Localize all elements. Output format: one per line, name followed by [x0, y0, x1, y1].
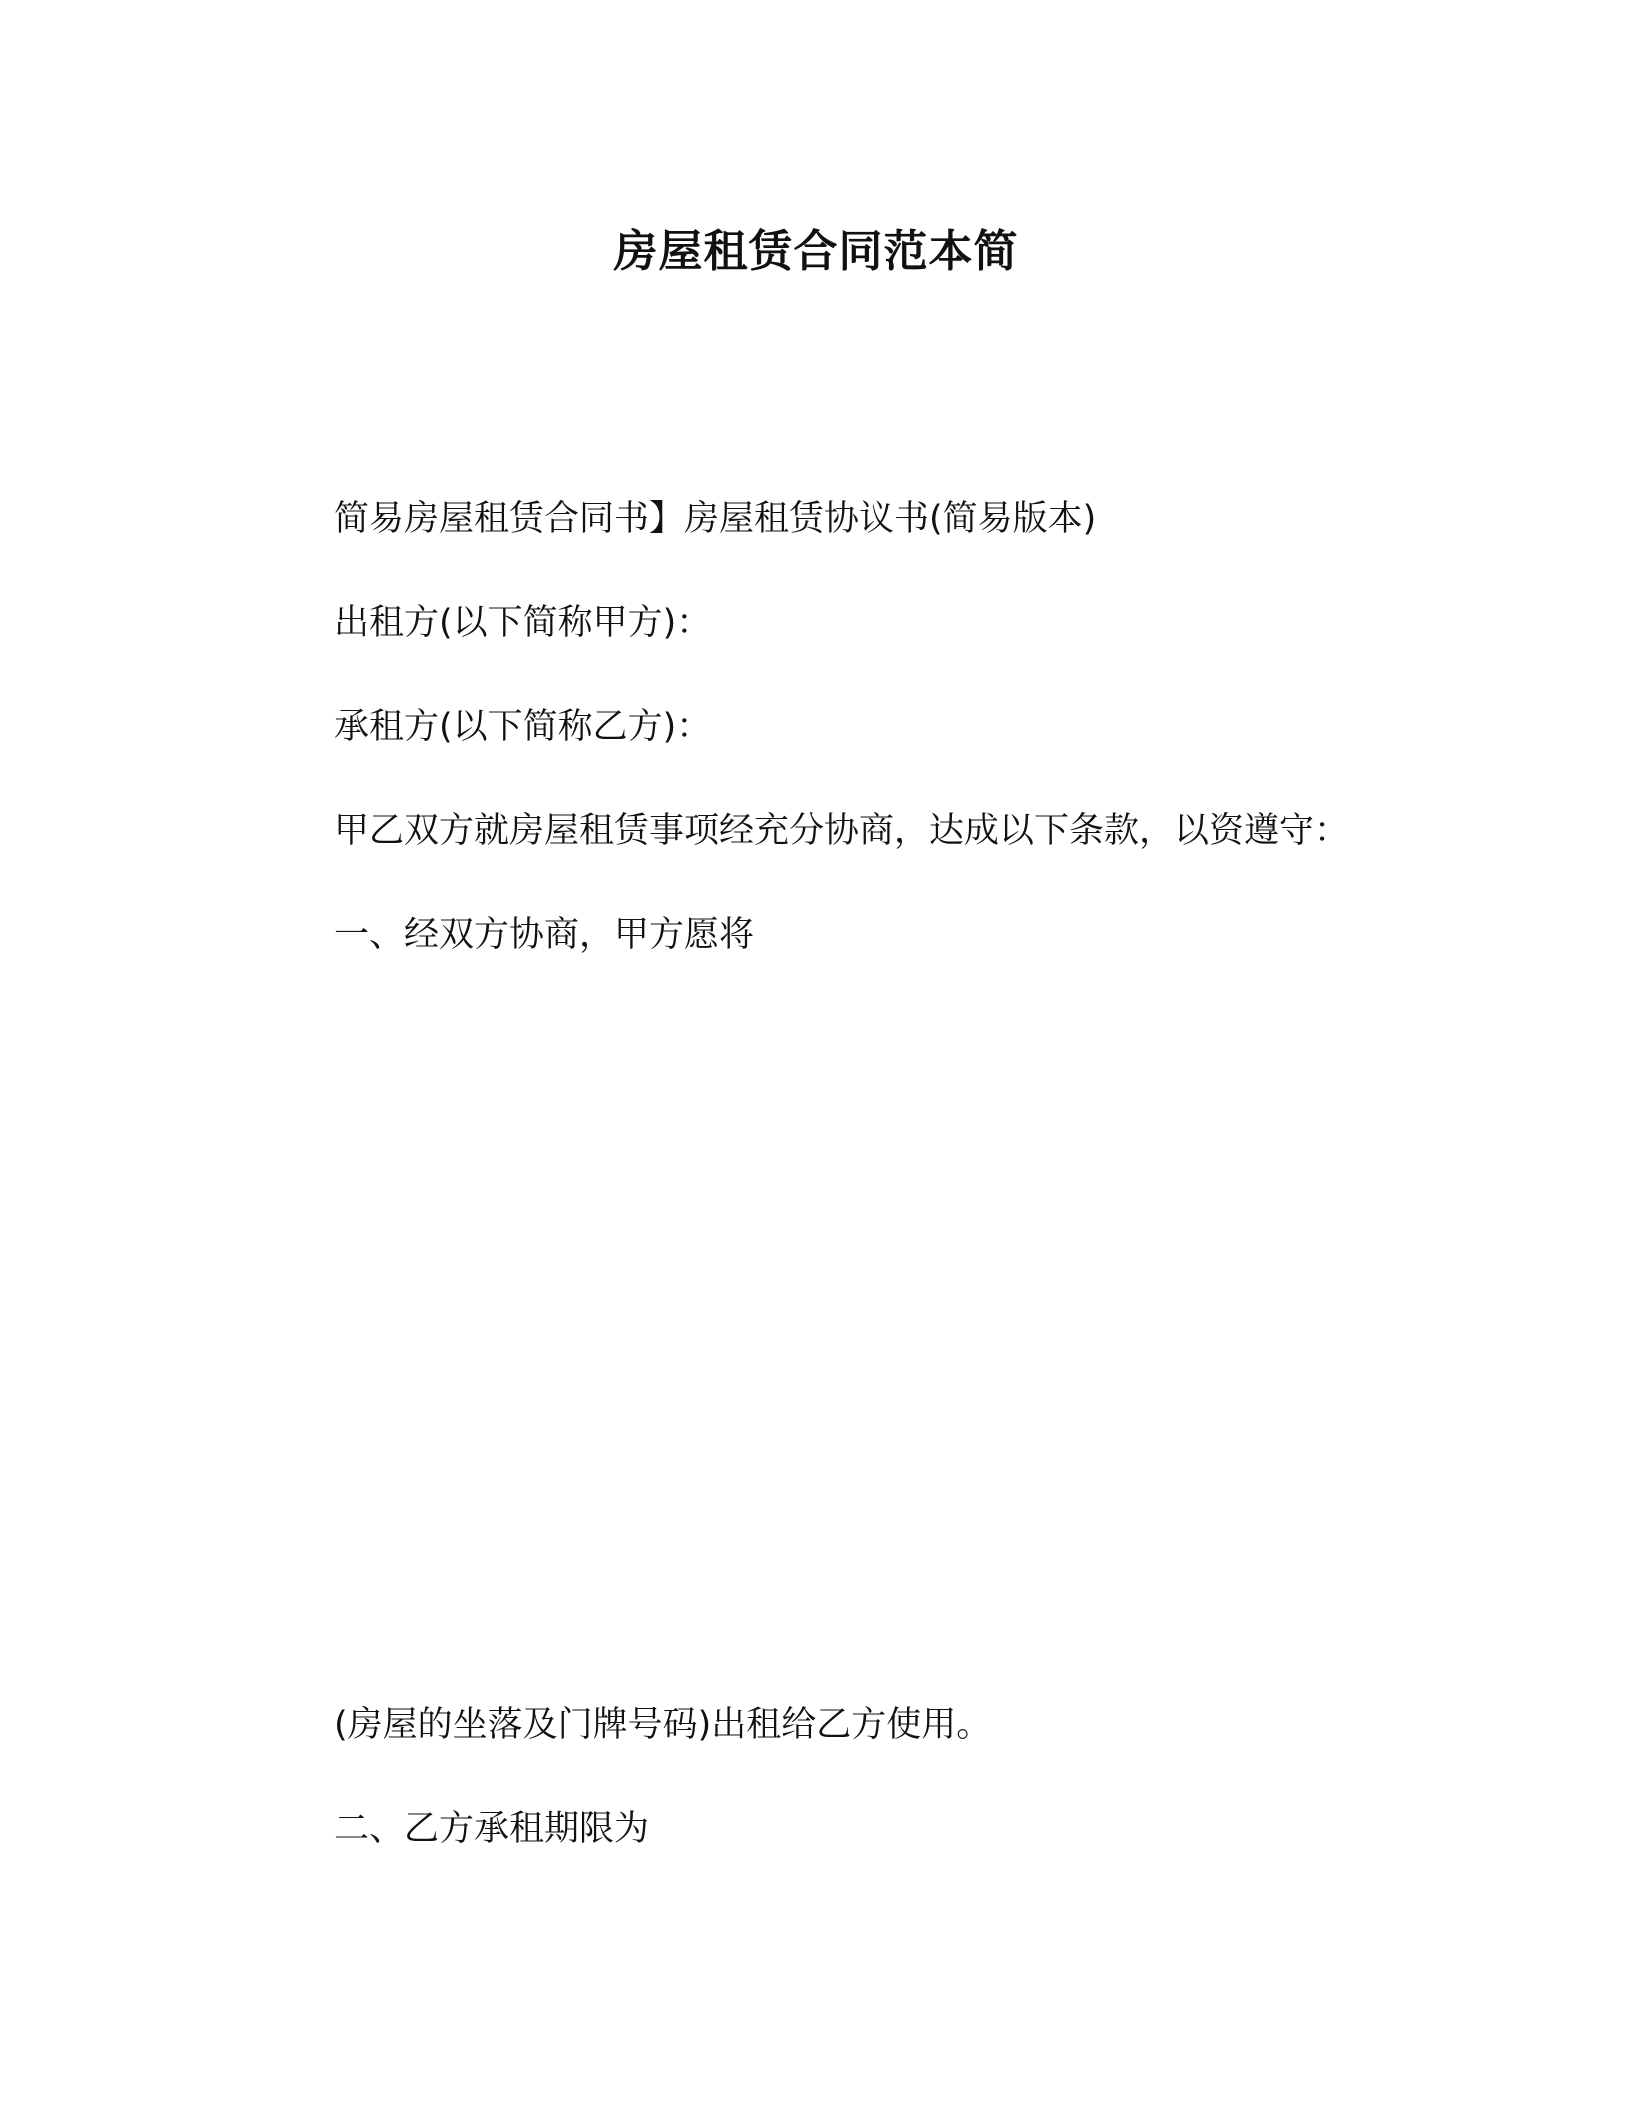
contract-subtitle-line: 简易房屋租赁合同书】房屋租赁协议书(简易版本) [334, 499, 1097, 539]
clause-one-line: 一、经双方协商，甲方愿将 [334, 915, 755, 955]
clause-two-line: 二、乙方承租期限为 [334, 1809, 650, 1849]
property-location-line: (房屋的坐落及门牌号码)出租给乙方使用。 [334, 1705, 992, 1745]
document-title: 房屋租赁合同范本简 [613, 226, 1019, 277]
lessee-line: 承租方(以下简称乙方)： [334, 707, 712, 747]
agreement-intro-line: 甲乙双方就房屋租赁事项经充分协商，达成以下条款，以资遵守： [334, 811, 1350, 851]
lessor-line: 出租方(以下简称甲方)： [334, 603, 712, 643]
